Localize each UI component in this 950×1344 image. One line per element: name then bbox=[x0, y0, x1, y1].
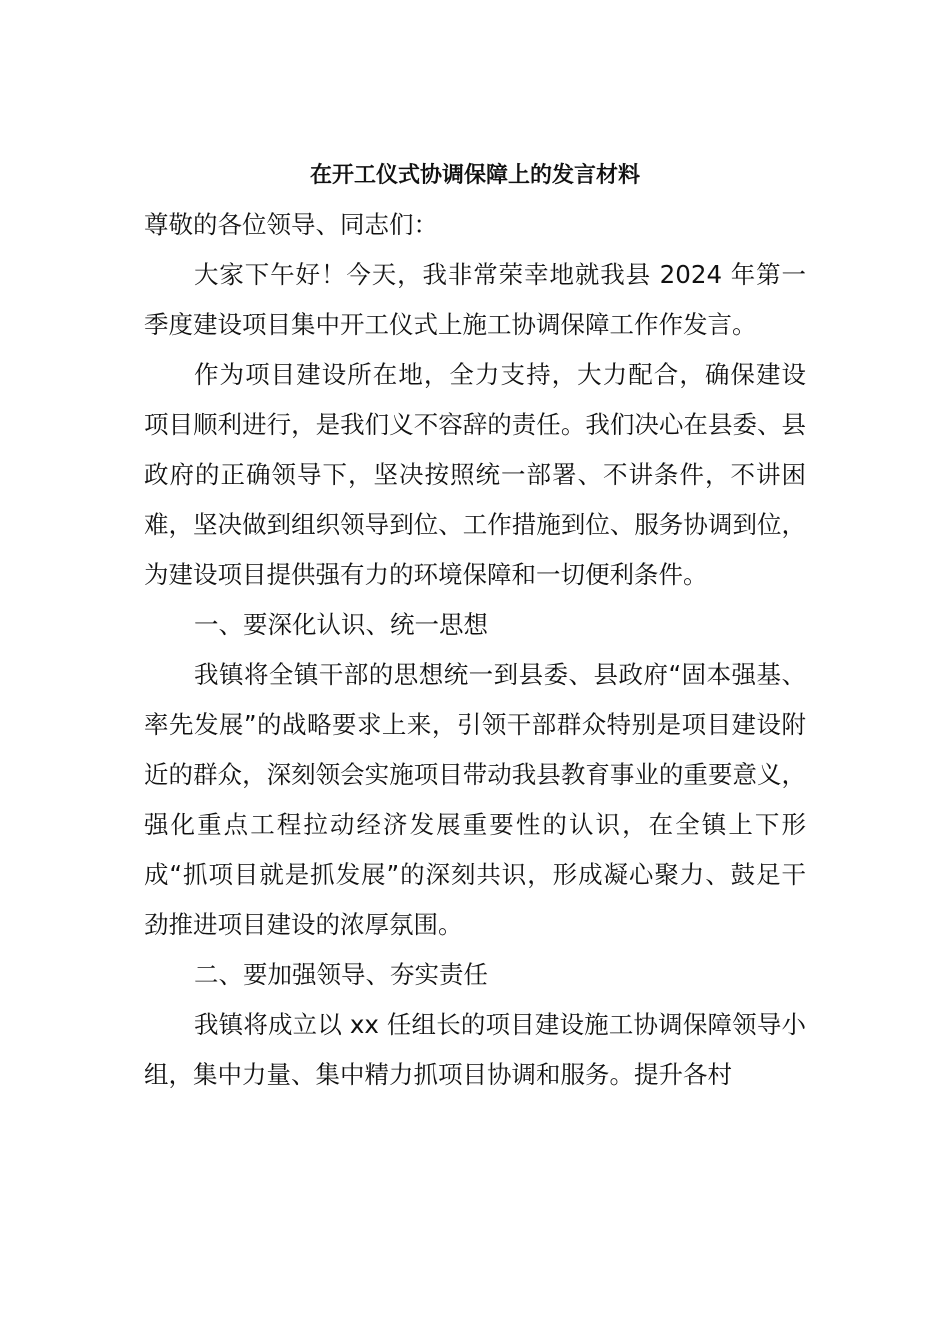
paragraph-greeting: 大家下午好！今天，我非常荣幸地就我县 2024 年第一季度建设项目集中开工仪式上施工协调保障工作作发言。 bbox=[144, 260, 806, 339]
document-body bbox=[144, 200, 806, 1100]
paragraph-section-2: 我镇将成立以 xx 任组长的项目建设施工协调保障领导小组，集中力量、集中精力抓项目协调和服务。提升各村 bbox=[144, 1010, 806, 1089]
section-heading-2: 二、要加强领导、夯实责任 bbox=[194, 960, 488, 989]
paragraph-section-1: 我镇将全镇干部的思想统一到县委、县政府“固本强基、率先发展”的战略要求上来，引领干部群众特别是项目建设附近的群众，深刻领会实施项目带动我县教育事业的重要意义，强化重点工程拉动经济发展重要性的认识，在全镇上下形成“抓项目就是抓发展”的深刻共识，形成凝心聚力、鼓足干劲推进项目建设的浓厚氛围。 bbox=[144, 660, 806, 939]
paragraph-commitment: 作为项目建设所在地，全力支持，大力配合，确保建设项目顺利进行，是我们义不容辞的责任。我们决心在县委、县政府的正确领导下，坚决按照统一部署、不讲条件，不讲困难，坚决做到组织领导到位、工作措施到位、服务协调到位，为建设项目提供强有力的环境保障和一切便利条件。 bbox=[144, 360, 806, 589]
section-heading-1: 一、要深化认识、统一思想 bbox=[194, 610, 488, 639]
document-title: 在开工仪式协调保障上的发言材料 bbox=[309, 163, 640, 188]
salutation: 尊敬的各位领导、同志们： bbox=[144, 210, 438, 239]
